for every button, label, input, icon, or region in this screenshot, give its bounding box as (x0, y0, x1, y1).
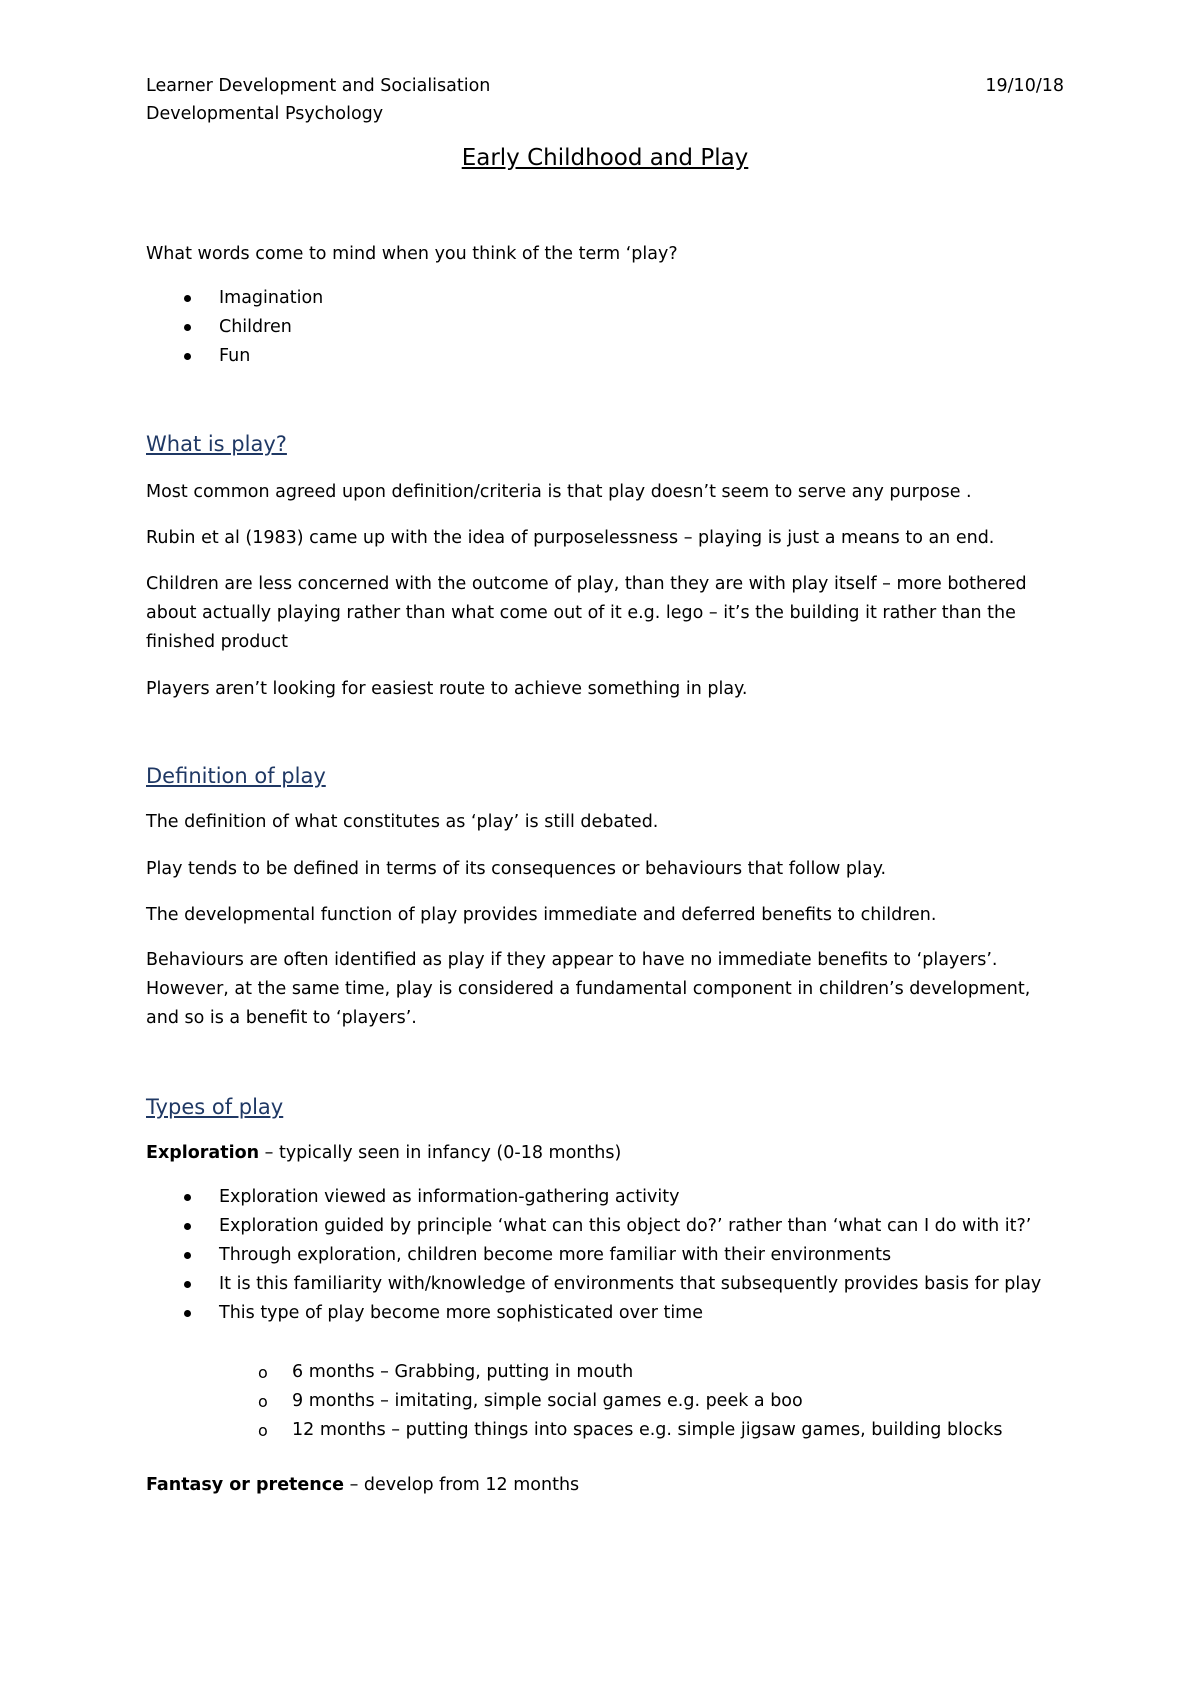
circle-bullet-icon: o (258, 1421, 268, 1440)
list-item: This type of play become more sophisticated over time (146, 1299, 1064, 1328)
list-item: Exploration guided by principle ‘what can this object do?’ rather than ‘what can I do with it?’ (146, 1212, 1064, 1241)
course-name: Learner Development and Socialisation (146, 76, 491, 96)
bullet-icon (184, 1194, 191, 1201)
section-heading-what-is-play: What is play? (146, 432, 287, 456)
paragraph: The definition of what constitutes as ‘play’ is still debated. (146, 812, 659, 832)
section-heading-types: Types of play (146, 1095, 284, 1119)
list-item: Children (146, 313, 1064, 342)
module-row (146, 100, 1064, 129)
list-item: o 12 months – putting things into spaces e.g. simple jigsaw games, building blocks (146, 1416, 1064, 1445)
bullet-icon (184, 1310, 191, 1317)
list-item: o 9 months – imitating, simple social games e.g. peek a boo (146, 1387, 1064, 1416)
document-date: 19/10/18 (985, 76, 1064, 96)
paragraph: Most common agreed upon definition/criteria is that play doesn’t seem to serve any purpose . (146, 482, 972, 502)
bullet-icon (184, 353, 191, 360)
circle-bullet-icon: o (258, 1392, 268, 1411)
bullet-icon (184, 1281, 191, 1288)
bullet-icon (184, 295, 191, 302)
list-item: It is this familiarity with/knowledge of environments that subsequently provides basis for play (146, 1270, 1064, 1299)
section-heading-definition: Definition of play (146, 764, 326, 788)
exploration-list (146, 1183, 1064, 1328)
intro-list (146, 284, 1064, 371)
page-title: Early Childhood and Play (461, 145, 749, 171)
header-row (146, 72, 1064, 101)
exploration-intro: Exploration – typically seen in infancy (0-18 months) (146, 1143, 622, 1163)
bullet-icon (184, 1223, 191, 1230)
bullet-icon (184, 1252, 191, 1259)
exploration-sub-list (146, 1358, 1064, 1445)
module-name: Developmental Psychology (146, 104, 384, 124)
list-item: Through exploration, children become more familiar with their environments (146, 1241, 1064, 1270)
fantasy-term: Fantasy or pretence (146, 1475, 344, 1495)
intro-question: What words come to mind when you think of the term ‘play? (146, 244, 678, 264)
bullet-icon (184, 324, 191, 331)
paragraph: Players aren’t looking for easiest route to achieve something in play. (146, 679, 748, 699)
list-item: o 6 months – Grabbing, putting in mouth (146, 1358, 1064, 1387)
paragraph: Behaviours are often identified as play if they appear to have no immediate benefits to ‘players’. However, at the same time, play is considered a fundamental component in children’s development, and so is a benefit to ‘players’. (146, 950, 1031, 1028)
list-item: Fun (146, 342, 1064, 371)
list-item: Imagination (146, 284, 1064, 313)
list-item: Exploration viewed as information-gathering activity (146, 1183, 1064, 1212)
paragraph: Rubin et al (1983) came up with the idea of purposelessness – playing is just a means to an end. (146, 528, 995, 548)
exploration-term: Exploration (146, 1143, 260, 1163)
paragraph: Children are less concerned with the outcome of play, than they are with play itself – more bothered about actually playing rather than what come out of it e.g. lego – it’s the building it rather than the finished product (146, 574, 1027, 652)
paragraph: Play tends to be defined in terms of its consequences or behaviours that follow play. (146, 859, 887, 879)
circle-bullet-icon: o (258, 1363, 268, 1382)
fantasy-intro: Fantasy or pretence – develop from 12 months (146, 1475, 580, 1495)
paragraph: The developmental function of play provides immediate and deferred benefits to children. (146, 905, 937, 925)
